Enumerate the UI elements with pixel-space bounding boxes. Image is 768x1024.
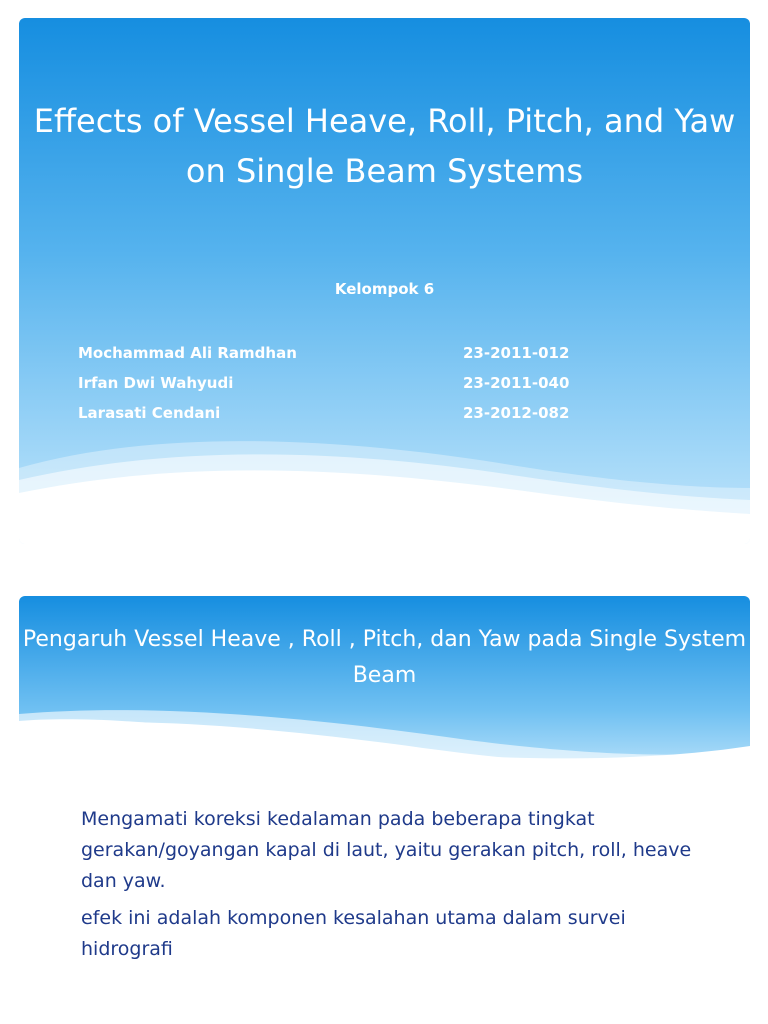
member-row <box>78 344 678 374</box>
body-paragraph: efek ini adalah komponen kesalahan utama dalam survei hidrografi <box>81 907 626 960</box>
member-name: Mochammad Ali Ramdhan <box>78 344 297 362</box>
body-paragraph: Mengamati koreksi kedalaman pada beberapa tingkat gerakan/goyangan kapal di laut, yaitu gerakan pitch, roll, heave dan yaw. <box>81 808 692 892</box>
member-row <box>78 404 678 434</box>
slide2-body <box>81 804 701 971</box>
member-id: 23-2011-040 <box>463 374 570 392</box>
slide2-title: Pengaruh Vessel Heave , Roll , Pitch, dan Yaw pada Single System Beam <box>22 627 747 688</box>
title-slide <box>19 18 750 544</box>
content-slide <box>19 596 750 1024</box>
slide1-subtitle: Kelompok 6 <box>334 280 435 298</box>
member-id: 23-2011-012 <box>463 344 570 362</box>
member-name: Larasati Cendani <box>78 404 221 422</box>
slide1-title: Effects of Vessel Heave, Roll, Pitch, and Yaw on Single Beam Systems <box>33 102 736 190</box>
member-id: 23-2012-082 <box>463 404 570 422</box>
member-name: Irfan Dwi Wahyudi <box>78 374 234 392</box>
member-row <box>78 374 678 404</box>
